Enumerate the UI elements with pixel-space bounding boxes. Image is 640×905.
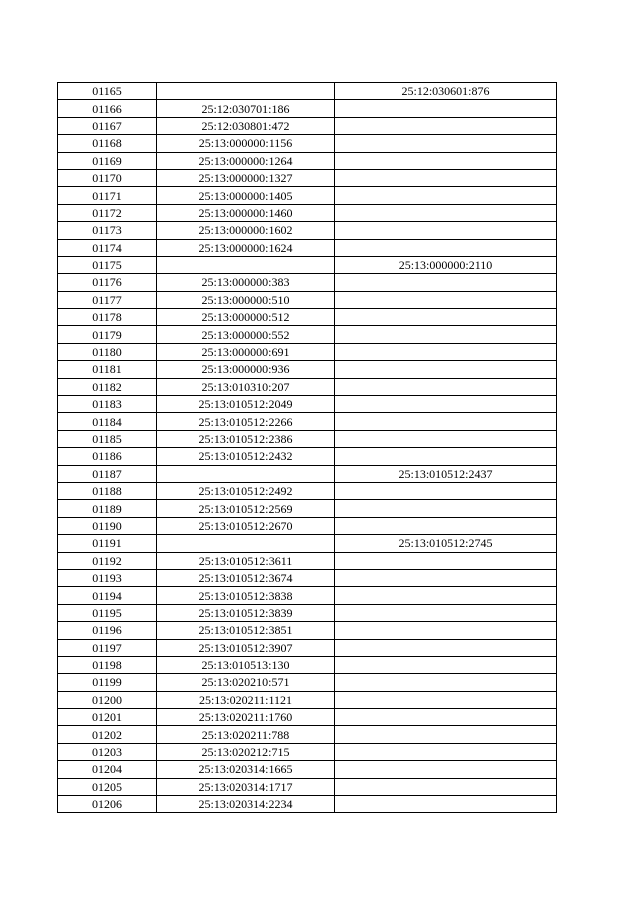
row-number-cell: 01193: [58, 569, 157, 586]
row-number-cell: 01189: [58, 500, 157, 517]
cadastral-number-cell: 25:13:010512:2569: [157, 500, 335, 517]
alt-cadastral-number-cell: [335, 309, 557, 326]
alt-cadastral-number-cell: [335, 378, 557, 395]
document-table: [57, 82, 557, 813]
row-number-cell: 01206: [58, 796, 157, 813]
alt-cadastral-number-cell: [335, 604, 557, 621]
row-number-cell: 01172: [58, 204, 157, 221]
row-number-cell: 01197: [58, 639, 157, 656]
row-number-cell: 01184: [58, 413, 157, 430]
alt-cadastral-number-cell: 25:12:030601:876: [335, 83, 557, 100]
table-row: [58, 448, 557, 465]
table-row: [58, 309, 557, 326]
table-row: [58, 256, 557, 273]
row-number-cell: 01179: [58, 326, 157, 343]
cadastral-number-cell: 25:13:020212:715: [157, 743, 335, 760]
cadastral-number-cell: 25:13:010512:3674: [157, 569, 335, 586]
alt-cadastral-number-cell: [335, 135, 557, 152]
alt-cadastral-number-cell: [335, 587, 557, 604]
alt-cadastral-number-cell: [335, 761, 557, 778]
table-row: [58, 239, 557, 256]
row-number-cell: 01198: [58, 656, 157, 673]
table-row: [58, 152, 557, 169]
table-row: [58, 396, 557, 413]
cadastral-number-cell: 25:13:010310:207: [157, 378, 335, 395]
table-row: [58, 622, 557, 639]
alt-cadastral-number-cell: [335, 326, 557, 343]
row-number-cell: 01167: [58, 117, 157, 134]
row-number-cell: 01187: [58, 465, 157, 482]
alt-cadastral-number-cell: [335, 169, 557, 186]
cadastral-number-cell: 25:13:020314:1717: [157, 778, 335, 795]
cadastral-number-cell: 25:13:000000:552: [157, 326, 335, 343]
cadastral-number-cell: 25:13:010513:130: [157, 656, 335, 673]
table-row: [58, 169, 557, 186]
alt-cadastral-number-cell: [335, 448, 557, 465]
table-row: [58, 117, 557, 134]
alt-cadastral-number-cell: [335, 152, 557, 169]
row-number-cell: 01185: [58, 430, 157, 447]
cadastral-number-cell: 25:13:000000:1156: [157, 135, 335, 152]
cadastral-number-cell: 25:12:030701:186: [157, 100, 335, 117]
alt-cadastral-number-cell: [335, 396, 557, 413]
alt-cadastral-number-cell: [335, 552, 557, 569]
row-number-cell: 01177: [58, 291, 157, 308]
table-row: [58, 761, 557, 778]
table-row: [58, 691, 557, 708]
row-number-cell: 01194: [58, 587, 157, 604]
row-number-cell: 01165: [58, 83, 157, 100]
table-row: [58, 204, 557, 221]
table-row: [58, 587, 557, 604]
alt-cadastral-number-cell: [335, 291, 557, 308]
alt-cadastral-number-cell: [335, 796, 557, 813]
row-number-cell: 01202: [58, 726, 157, 743]
row-number-cell: 01171: [58, 187, 157, 204]
row-number-cell: 01196: [58, 622, 157, 639]
table-row: [58, 743, 557, 760]
cadastral-number-cell: 25:13:000000:1405: [157, 187, 335, 204]
cadastral-number-cell: [157, 535, 335, 552]
table-row: [58, 674, 557, 691]
table-body: [58, 83, 557, 813]
alt-cadastral-number-cell: 25:13:000000:2110: [335, 256, 557, 273]
row-number-cell: 01205: [58, 778, 157, 795]
table-row: [58, 326, 557, 343]
row-number-cell: 01174: [58, 239, 157, 256]
alt-cadastral-number-cell: [335, 343, 557, 360]
row-number-cell: 01192: [58, 552, 157, 569]
alt-cadastral-number-cell: [335, 656, 557, 673]
cadastral-number-cell: 25:13:020211:788: [157, 726, 335, 743]
cadastral-number-cell: 25:13:010512:3907: [157, 639, 335, 656]
alt-cadastral-number-cell: [335, 239, 557, 256]
table-row: [58, 552, 557, 569]
cadastral-number-cell: 25:13:020314:2234: [157, 796, 335, 813]
alt-cadastral-number-cell: [335, 517, 557, 534]
cadastral-number-cell: 25:13:000000:936: [157, 361, 335, 378]
row-number-cell: 01180: [58, 343, 157, 360]
cadastral-number-cell: 25:13:020314:1665: [157, 761, 335, 778]
alt-cadastral-number-cell: [335, 204, 557, 221]
alt-cadastral-number-cell: [335, 361, 557, 378]
table-row: [58, 778, 557, 795]
cadastral-number-cell: 25:13:010512:3839: [157, 604, 335, 621]
table-row: [58, 726, 557, 743]
table-row: [58, 569, 557, 586]
table-row: [58, 500, 557, 517]
alt-cadastral-number-cell: [335, 622, 557, 639]
cadastral-number-cell: [157, 465, 335, 482]
row-number-cell: 01203: [58, 743, 157, 760]
table-row: [58, 83, 557, 100]
alt-cadastral-number-cell: [335, 187, 557, 204]
cadastral-number-cell: 25:13:010512:3611: [157, 552, 335, 569]
row-number-cell: 01191: [58, 535, 157, 552]
row-number-cell: 01181: [58, 361, 157, 378]
table-row: [58, 135, 557, 152]
alt-cadastral-number-cell: 25:13:010512:2437: [335, 465, 557, 482]
alt-cadastral-number-cell: [335, 482, 557, 499]
cadastral-number-cell: 25:13:010512:2670: [157, 517, 335, 534]
table-row: [58, 413, 557, 430]
alt-cadastral-number-cell: [335, 709, 557, 726]
cadastral-number-cell: 25:13:000000:1327: [157, 169, 335, 186]
row-number-cell: 01204: [58, 761, 157, 778]
alt-cadastral-number-cell: [335, 430, 557, 447]
table-row: [58, 361, 557, 378]
row-number-cell: 01195: [58, 604, 157, 621]
cadastral-number-cell: 25:13:020211:1760: [157, 709, 335, 726]
table-row: [58, 535, 557, 552]
alt-cadastral-number-cell: [335, 117, 557, 134]
alt-cadastral-number-cell: [335, 726, 557, 743]
row-number-cell: 01168: [58, 135, 157, 152]
alt-cadastral-number-cell: [335, 274, 557, 291]
alt-cadastral-number-cell: [335, 691, 557, 708]
row-number-cell: 01178: [58, 309, 157, 326]
cadastral-number-cell: 25:13:010512:3838: [157, 587, 335, 604]
cadastral-number-cell: 25:13:000000:383: [157, 274, 335, 291]
table-row: [58, 187, 557, 204]
row-number-cell: 01169: [58, 152, 157, 169]
table-row: [58, 604, 557, 621]
cadastral-number-cell: 25:13:000000:1264: [157, 152, 335, 169]
row-number-cell: 01201: [58, 709, 157, 726]
row-number-cell: 01173: [58, 222, 157, 239]
cadastral-number-cell: 25:13:010512:2386: [157, 430, 335, 447]
row-number-cell: 01190: [58, 517, 157, 534]
row-number-cell: 01188: [58, 482, 157, 499]
cadastral-number-cell: 25:13:000000:1602: [157, 222, 335, 239]
cadastral-number-cell: 25:12:030801:472: [157, 117, 335, 134]
table-row: [58, 796, 557, 813]
cadastral-number-cell: 25:13:010512:3851: [157, 622, 335, 639]
table-row: [58, 639, 557, 656]
alt-cadastral-number-cell: [335, 569, 557, 586]
row-number-cell: 01176: [58, 274, 157, 291]
row-number-cell: 01200: [58, 691, 157, 708]
alt-cadastral-number-cell: [335, 674, 557, 691]
table-row: [58, 517, 557, 534]
table-row: [58, 465, 557, 482]
cadastral-number-cell: [157, 256, 335, 273]
row-number-cell: 01182: [58, 378, 157, 395]
alt-cadastral-number-cell: [335, 778, 557, 795]
row-number-cell: 01166: [58, 100, 157, 117]
alt-cadastral-number-cell: [335, 639, 557, 656]
cadastral-number-cell: 25:13:000000:510: [157, 291, 335, 308]
alt-cadastral-number-cell: [335, 743, 557, 760]
table-row: [58, 343, 557, 360]
table-row: [58, 291, 557, 308]
cadastral-number-cell: 25:13:010512:2049: [157, 396, 335, 413]
row-number-cell: 01183: [58, 396, 157, 413]
table-row: [58, 430, 557, 447]
row-number-cell: 01175: [58, 256, 157, 273]
row-number-cell: 01199: [58, 674, 157, 691]
alt-cadastral-number-cell: [335, 100, 557, 117]
table-row: [58, 222, 557, 239]
table-row: [58, 656, 557, 673]
cadastral-number-cell: 25:13:000000:512: [157, 309, 335, 326]
cadastral-number-cell: [157, 83, 335, 100]
cadastral-number-cell: 25:13:010512:2492: [157, 482, 335, 499]
cadastral-number-cell: 25:13:000000:1460: [157, 204, 335, 221]
row-number-cell: 01170: [58, 169, 157, 186]
cadastral-number-cell: 25:13:020211:1121: [157, 691, 335, 708]
row-number-cell: 01186: [58, 448, 157, 465]
alt-cadastral-number-cell: [335, 500, 557, 517]
cadastral-number-cell: 25:13:020210:571: [157, 674, 335, 691]
cadastral-number-cell: 25:13:010512:2266: [157, 413, 335, 430]
alt-cadastral-number-cell: 25:13:010512:2745: [335, 535, 557, 552]
cadastral-number-cell: 25:13:000000:691: [157, 343, 335, 360]
table-row: [58, 482, 557, 499]
cadastral-number-cell: 25:13:000000:1624: [157, 239, 335, 256]
table-row: [58, 709, 557, 726]
alt-cadastral-number-cell: [335, 222, 557, 239]
table-row: [58, 274, 557, 291]
cadastral-number-cell: 25:13:010512:2432: [157, 448, 335, 465]
alt-cadastral-number-cell: [335, 413, 557, 430]
table-row: [58, 100, 557, 117]
table-row: [58, 378, 557, 395]
